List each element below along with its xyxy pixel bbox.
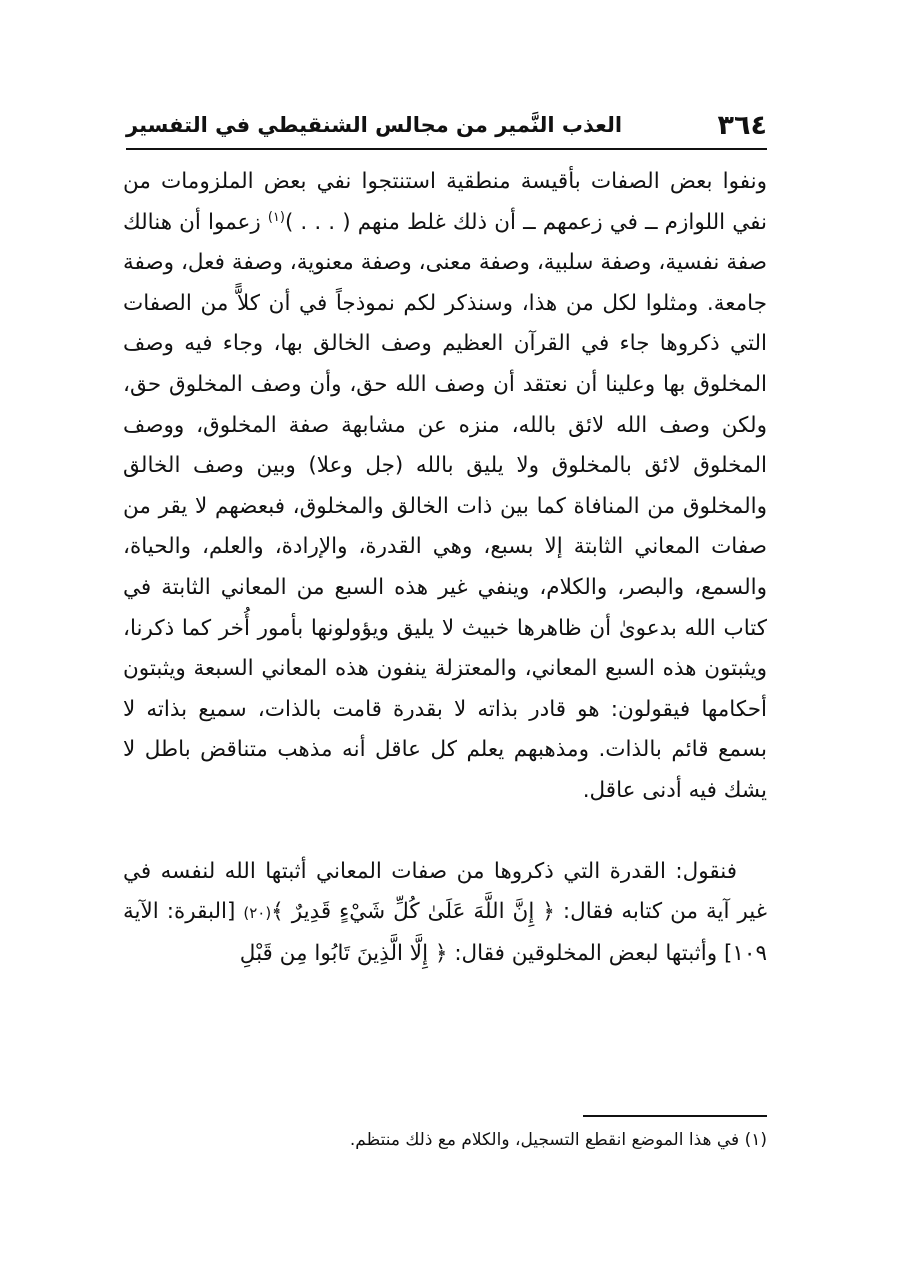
paragraph-2-part-b: وأثبتها لبعض المخلوقين فقال: (447, 940, 718, 966)
main-text (123, 162, 767, 974)
paragraph-2-part-a: فنقول: القدرة التي ذكروها من صفات المعاني أثبتها الله لنفسه في غير آية من كتابه فقال: (123, 858, 767, 925)
page-header (126, 104, 767, 148)
verse-number-mark: (٢٠) (243, 904, 272, 923)
paragraph-1-part-a: ونفوا بعض الصفات بأقيسة منطقية استنتجوا نفي بعض الملزومات من نفي اللوازم ــ في زعمهم ــ أن ذلك غلط منهم ( . . . ) (123, 169, 767, 235)
quran-verse-2: ﴿ إِلَّا الَّذِينَ تَابُوا مِن قَبْلِ (239, 940, 448, 966)
footnote-reference: (١) (267, 209, 285, 225)
paragraph-2 (123, 852, 767, 975)
running-title: العذب النَّمير من مجالس الشنقيطي في التفسير (126, 113, 623, 137)
paragraph-1 (123, 162, 767, 812)
footnote: (١) في هذا الموضع انقطع التسجيل، والكلام مع ذلك منتظم. (349, 1130, 767, 1150)
header-rule (126, 148, 767, 150)
paragraph-1-part-b: زعموا أن هنالك صفة نفسية، وصفة سلبية، وصفة معنى، وصفة معنوية، وصفة فعل، وصفة جامعة. ومثلوا لكل من هذا، وسنذكر لكم نموذجاً في أن كلاًّ من الصفات التي ذكروها جاء في القرآن العظيم وصف الخالق بها، وجاء فيه وصف المخلوق بها وعلينا أن نعتقد أن وصف الله حق، وأن وصف المخلوق حق، ولكن وصف الله لائق بالله، منزه عن مشابهة صفة المخلوق، ووصف المخلوق لائق بالمخلوق ولا يليق بالله (جل وعلا) وبين وصف الخالق والمخلوق من المنافاة كما بين ذات الخالق والمخلوق، فبعضهم لا يقر من صفات المعاني الثابتة إلا بسبع، وهي القدرة، والإرادة، والعلم، والحياة، والسمع، والبصر، والكلام، وينفي غير هذه السبع من المعاني الثابتة في كتاب الله بدعوىٰ أن ظاهرها خبيث لا يليق ويؤولونها بأمور أُخر كما ذكرنا، ويثبتون هذه السبع المعاني، والمعتزلة ينفون هذه المعاني السبعة ويثبتون أحكامها فيقولون: هو قادر بذاته لا بقدرة قامت بالذات، سميع بذاته لا بسمع قائم بالذات. ومذهبهم يعلم كل عاقل أنه مذهب متناقض باطل لا يشك فيه أدنى عاقل. (123, 209, 767, 803)
verse-reference: [البقرة: الآية ١٠٩] (123, 899, 767, 966)
footnote-rule (583, 1115, 767, 1117)
quran-verse-1: ﴿ إِنَّ اللَّهَ عَلَىٰ كُلِّ شَيْءٍ قَدِيرٌ ﴾ (271, 899, 555, 925)
page-number: ٣٦٤ (717, 110, 767, 141)
